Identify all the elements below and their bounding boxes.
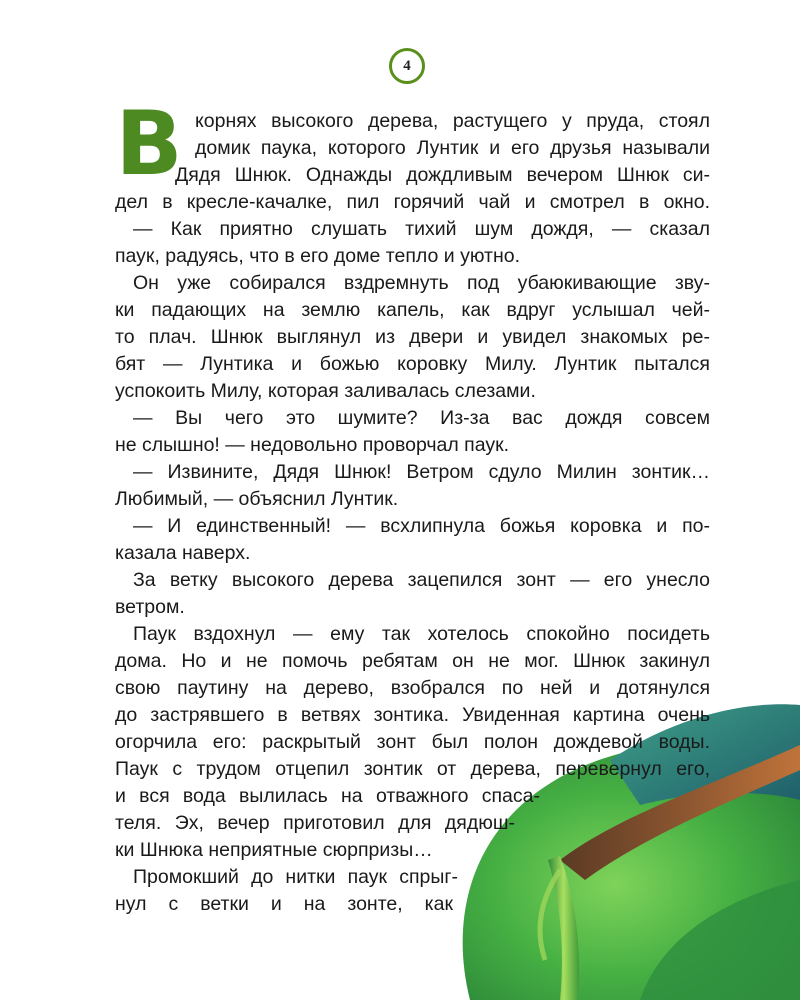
story-line: Он уже собирался вздремнуть под убаюкивающие зву- bbox=[133, 272, 710, 294]
page-number bbox=[389, 48, 425, 84]
story-line: — Как приятно слушать тихий шум дождя, — сказал bbox=[133, 218, 710, 240]
story-line: не слышно! — недовольно проворчал паук. bbox=[115, 434, 510, 456]
story-line: Паук с трудом отцепил зонтик от дерева, перевернул его, bbox=[115, 758, 710, 780]
story-line: ветром. bbox=[115, 596, 185, 618]
drop-cap-letter: В bbox=[115, 92, 183, 195]
story-line: паук, радуясь, что в его доме тепло и уютно. bbox=[115, 245, 520, 267]
story-line: — Вы чего это шумите? Из-за вас дождя совсем bbox=[133, 407, 710, 429]
story-line: успокоить Милу, которая заливалась слезами. bbox=[115, 380, 536, 402]
story-line: нул с ветки и на зонте, как bbox=[115, 893, 453, 915]
story-line: ки Шнюка неприятные сюрпризы… bbox=[115, 839, 433, 861]
story-line: огорчила его: раскрытый зонт был полон дождевой воды. bbox=[115, 731, 710, 753]
story-line: теля. Эх, вечер приготовил для дядюш- bbox=[115, 812, 515, 834]
page-number-text: 4 bbox=[403, 57, 411, 74]
story-line: то плач. Шнюк выглянул из двери и увидел знакомых ре- bbox=[115, 326, 710, 348]
story-line: домик паука, которого Лунтик и его друзья называли bbox=[195, 137, 710, 159]
story-line: бят — Лунтика и божью коровку Милу. Лунтик пытался bbox=[115, 353, 710, 375]
story-line: — Извините, Дядя Шнюк! Ветром сдуло Милин зонтик… bbox=[133, 461, 710, 483]
story-line: до застрявшего в ветвях зонтика. Увиденная картина очень bbox=[115, 704, 710, 726]
story-line: Дядя Шнюк. Однажды дождливым вечером Шнюк си- bbox=[175, 164, 710, 186]
story-line: свою паутину на дерево, взобрался по ней и дотянулся bbox=[115, 677, 710, 699]
story-line: Промокший до нитки паук спрыг- bbox=[133, 866, 458, 888]
story-line: Любимый, — объяснил Лунтик. bbox=[115, 488, 399, 510]
story-line: казала наверх. bbox=[115, 542, 251, 564]
story-line: — И единственный! — всхлипнула божья коровка и по- bbox=[133, 515, 710, 537]
story-line: дома. Но и не помочь ребятам он не мог. Шнюк закинул bbox=[115, 650, 710, 672]
story-text bbox=[115, 108, 710, 918]
story-line: корнях высокого дерева, растущего у пруда, стоял bbox=[195, 110, 710, 132]
story-line: и вся вода вылилась на отважного спаса- bbox=[115, 785, 540, 807]
story-line: ки падающих на землю капель, как вдруг услышал чей- bbox=[115, 299, 710, 321]
story-line: дел в кресле-качалке, пил горячий чай и смотрел в окно. bbox=[115, 191, 710, 213]
story-line: За ветку высокого дерева зацепился зонт — его унесло bbox=[133, 569, 710, 591]
story-line: Паук вздохнул — ему так хотелось спокойно посидеть bbox=[133, 623, 710, 645]
